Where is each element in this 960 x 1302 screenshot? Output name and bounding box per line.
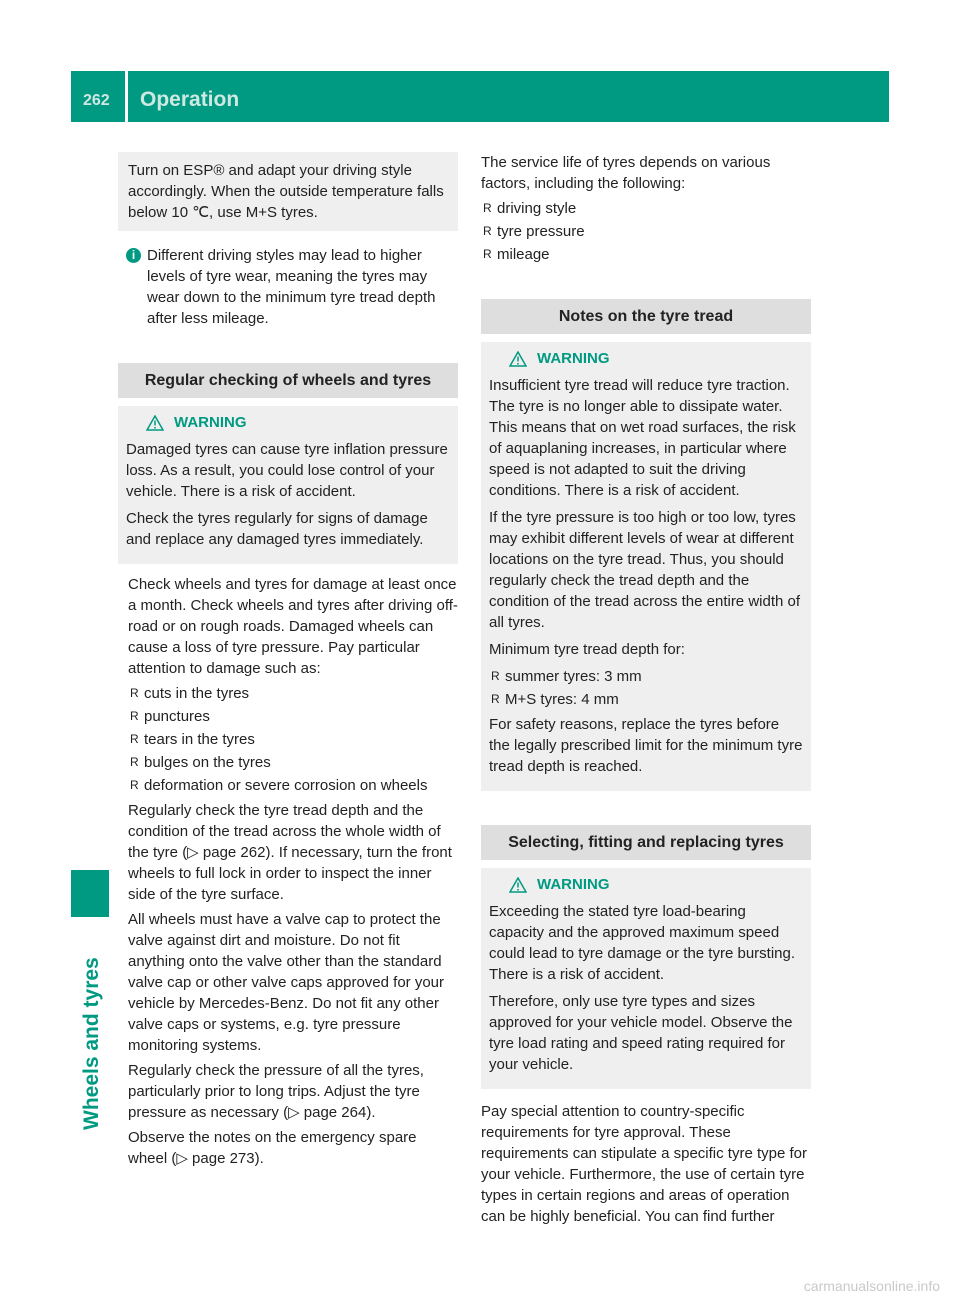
left-column <box>118 152 458 1173</box>
warning-text-3: Minimum tyre tread depth for: <box>489 641 685 658</box>
warning-text-2: Check the tyres regularly for signs of damage and replace any damaged tyres immediately. <box>126 510 428 548</box>
warning-header <box>489 874 803 895</box>
bullet-icon: R <box>491 692 500 706</box>
warning-triangle-icon <box>146 415 164 431</box>
section-heading-regular-checking: Regular checking of wheels and tyres <box>118 363 458 398</box>
info-icon: i <box>126 248 141 263</box>
page-number: 262 <box>83 92 110 109</box>
warning-text-4: For safety reasons, replace the tyres before the legally prescribed limit for the minimum tyre tread depth is reached. <box>489 716 803 775</box>
warning-text-2: Therefore, only use tyre types and sizes approved for your vehicle model. Observe the tyre load rating and speed rating required for your vehicle. <box>489 993 793 1073</box>
list-item: R tyre pressure <box>483 223 585 240</box>
bullet-icon: R <box>483 224 492 238</box>
warning-text-1: Damaged tyres can cause tyre inflation pressure loss. As a result, you could lose control of your vehicle. There is a risk of accident. <box>126 441 448 500</box>
warning-label: WARNING <box>537 350 610 367</box>
list-item: R punctures <box>130 708 210 725</box>
body-paragraph-5: Observe the notes on the emergency spare wheel (▷ page 273). <box>128 1129 417 1167</box>
info-note <box>126 245 458 329</box>
damage-list <box>128 683 458 796</box>
body-paragraph-2: Regularly check the tyre tread depth and the condition of the tread across the whole width of the tyre (▷ page 262). If necessary, turn the front wheels to full lock in order to inspect the inner side of the tyre surface. <box>128 802 452 903</box>
watermark: carmanualsonline.info <box>803 1278 940 1294</box>
body-paragraph-1: Check wheels and tyres for damage at least once a month. Check wheels and tyres after driving off-road or on rough roads. Damaged wheels can cause a loss of tyre pressure. Pay particular attention to damage such as: <box>128 576 458 677</box>
warning-box-tread <box>481 342 811 791</box>
list-item: R summer tyres: 3 mm <box>491 668 642 685</box>
info-text: Different driving styles may lead to higher levels of tyre wear, meaning the tyres may wear down to the minimum tyre tread depth after less mileage. <box>147 247 436 327</box>
list-item: R M+S tyres: 4 mm <box>491 691 619 708</box>
body-paragraph-3: All wheels must have a valve cap to protect the valve against dirt and moisture. Do not fit anything onto the valve other than the standard valve cap or other valve caps approved for your vehicle by Mercedes-Benz. Do not fit any other valve caps or systems, e.g. tyre pressure monitoring systems. <box>128 911 445 1054</box>
side-tab-label: Wheels and tyres <box>80 957 103 1130</box>
warning-header <box>489 348 803 369</box>
right-intro: The service life of tyres depends on various factors, including the following: <box>481 154 771 192</box>
warning-label: WARNING <box>537 876 610 893</box>
left-body <box>118 574 458 1169</box>
warning-header <box>126 412 450 433</box>
list-item: R deformation or severe corrosion on wheels <box>130 777 428 794</box>
section-title: Operation <box>140 88 240 111</box>
list-item: R cuts in the tyres <box>130 685 250 702</box>
bullet-icon: R <box>483 247 492 261</box>
header-divider <box>125 71 128 122</box>
warning-text-1: Insufficient tyre tread will reduce tyre traction. The tyre is no longer able to dissipate water. This means that on wet road surfaces, the risk of aquaplaning increases, in particular where speed is not adapted to suit the driving conditions. There is a risk of accident. <box>489 377 796 499</box>
warning-text-1: Exceeding the stated tyre load-bearing capacity and the approved maximum speed could lead to tyre damage or the tyre bursting. There is a risk of accident. <box>489 903 796 983</box>
right-body-paragraph: Pay special attention to country-specific requirements for tyre approval. These requirements can stipulate a specific tyre type for your vehicle. Furthermore, the use of certain tyre types in certain regions and areas of operation can be highly beneficial. You can find further <box>481 1103 807 1225</box>
bullet-icon: R <box>130 686 139 700</box>
warning-label: WARNING <box>174 414 247 431</box>
list-item: R mileage <box>483 246 550 263</box>
list-item: R tears in the tyres <box>130 731 255 748</box>
bullet-icon: R <box>483 201 492 215</box>
warning-triangle-icon <box>509 351 527 367</box>
tread-depth-list <box>489 666 803 710</box>
warning-box-damage <box>118 406 458 564</box>
section-heading-selecting-tyres: Selecting, fitting and replacing tyres <box>481 825 811 860</box>
intro-text: Turn on ESP® and adapt your driving style accordingly. When the outside temperature falls below 10 ℃, use M+S tyres. <box>128 162 444 221</box>
list-item: R bulges on the tyres <box>130 754 271 771</box>
service-life-list <box>481 198 811 265</box>
bullet-icon: R <box>130 755 139 769</box>
body-paragraph-4: Regularly check the pressure of all the tyres, particularly prior to long trips. Adjust the tyre pressure as necessary (▷ page 264). <box>128 1062 424 1121</box>
warning-text-2: If the tyre pressure is too high or too low, tyres may exhibit different levels of wear at different locations on the tyre tread. Thus, you should regularly check the tread depth and the condition of the tread across the entire width of all tyres. <box>489 509 801 631</box>
warning-box-load <box>481 868 811 1089</box>
warning-triangle-icon <box>509 877 527 893</box>
bullet-icon: R <box>130 778 139 792</box>
bullet-icon: R <box>130 709 139 723</box>
bullet-icon: R <box>130 732 139 746</box>
list-item: R driving style <box>483 200 577 217</box>
intro-box <box>118 152 458 231</box>
section-heading-tyre-tread: Notes on the tyre tread <box>481 299 811 334</box>
bullet-icon: R <box>491 669 500 683</box>
right-column <box>481 152 811 1227</box>
